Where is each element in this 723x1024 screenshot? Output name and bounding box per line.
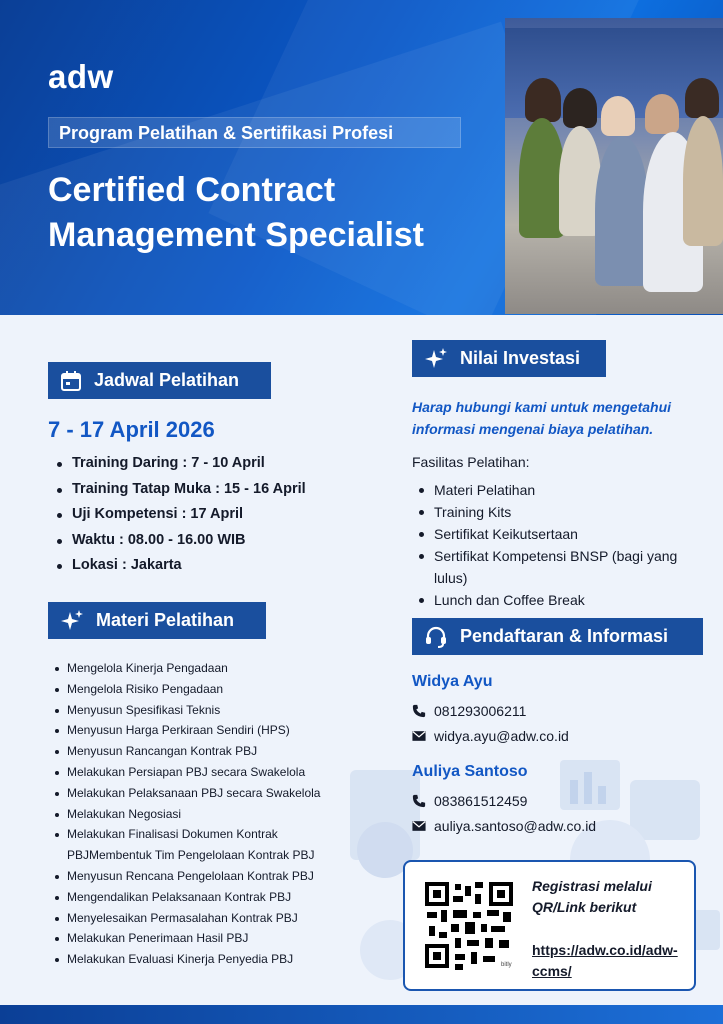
header-banner (0, 0, 723, 315)
phone-icon (412, 704, 426, 718)
pendaftaran-heading-badge (412, 618, 703, 655)
list-item: Lokasi : Jakarta (50, 553, 370, 579)
phone-number: 081293006211 (434, 703, 527, 719)
registration-card (403, 860, 696, 991)
mail-icon (412, 820, 426, 832)
registration-text: Registrasi melalui QR/Link berikut (532, 878, 652, 915)
list-item: Menyusun Rancangan Kontrak PBJ (52, 741, 352, 762)
list-item: Training Daring : 7 - 10 April (50, 451, 370, 477)
list-item: Sertifikat Kompetensi BNSP (bagi yang lulus) (412, 545, 682, 589)
list-item: Melakukan Pelaksanaan PBJ secara Swakelola (52, 783, 352, 804)
sparkle-icon (424, 347, 448, 371)
list-item: Training Kits (412, 501, 702, 523)
list-item: Melakukan Evaluasi Kinerja Penyedia PBJ (52, 949, 352, 970)
list-item: Sertifikat Keikutsertaan (412, 523, 702, 545)
footer-bar (0, 1005, 723, 1024)
list-item: Materi Pelatihan (412, 479, 702, 501)
contact-email[interactable] (412, 818, 596, 834)
page-title (48, 168, 498, 258)
qr-caption: bitly (501, 962, 512, 968)
contact-phone[interactable] (412, 793, 527, 809)
phone-icon (412, 794, 426, 808)
jadwal-list (50, 451, 370, 579)
list-item: Melakukan Penerimaan Hasil PBJ (52, 928, 352, 949)
qr-code[interactable] (425, 882, 513, 972)
list-item: Mengendalikan Pelaksanaan Kontrak PBJ (52, 887, 352, 908)
email-address: widya.ayu@adw.co.id (434, 728, 569, 744)
list-item: Waktu : 08.00 - 16.00 WIB (50, 528, 370, 554)
jadwal-heading-badge (48, 362, 271, 399)
title-line-1: Certified Contract (48, 171, 336, 209)
list-item: Melakukan Finalisasi Dokumen Kontrak PBJMembentuk Tim Pengelolaan Kontrak PBJ (52, 824, 337, 866)
fasilitas-label: Fasilitas Pelatihan: (412, 454, 530, 470)
list-item: Melakukan Negosiasi (52, 804, 352, 825)
list-item: Lunch dan Coffee Break (412, 589, 702, 611)
calendar-icon (60, 370, 82, 392)
list-item: Mengelola Kinerja Pengadaan (52, 658, 352, 679)
list-item: Menyusun Spesifikasi Teknis (52, 700, 352, 721)
brand-logo: adw (48, 58, 114, 95)
list-item: Menyelesaikan Permasalahan Kontrak PBJ (52, 908, 352, 929)
title-line-2: Management Specialist (48, 216, 425, 254)
materi-list (52, 658, 352, 970)
jadwal-heading: Jadwal Pelatihan (94, 370, 240, 390)
list-item: Melakukan Persiapan PBJ secara Swakelola (52, 762, 352, 783)
pendaftaran-heading: Pendaftaran & Informasi (460, 626, 669, 646)
training-date: 7 - 17 April 2026 (48, 417, 215, 442)
contact-phone[interactable] (412, 703, 526, 719)
sparkle-icon (60, 609, 84, 633)
list-item: Mengelola Risiko Pengadaan (52, 679, 352, 700)
list-item: Menyusun Rencana Pengelolaan Kontrak PBJ (52, 866, 352, 887)
contact-email[interactable] (412, 728, 569, 744)
phone-number: 083861512459 (434, 793, 528, 809)
headset-icon (424, 625, 448, 649)
list-item: Training Tatap Muka : 15 - 16 April (50, 477, 370, 503)
program-tag: Program Pelatihan & Sertifikasi Profesi (48, 117, 461, 148)
fasilitas-list (412, 479, 702, 611)
materi-heading: Materi Pelatihan (96, 610, 235, 630)
investasi-heading-badge (412, 340, 606, 377)
contact-name: Widya Ayu (412, 673, 493, 690)
group-photo (505, 18, 723, 314)
contact-name: Auliya Santoso (412, 763, 528, 780)
investasi-note: Harap hubungi kami untuk mengetahui informasi mengenai biaya pelatihan. (412, 399, 672, 437)
list-item: Uji Kompetensi : 17 April (50, 502, 370, 528)
mail-icon (412, 730, 426, 742)
email-address: auliya.santoso@adw.co.id (434, 818, 597, 834)
investasi-heading: Nilai Investasi (460, 348, 581, 368)
registration-link[interactable]: https://adw.co.id/adw-ccms/ (532, 942, 678, 979)
list-item: Menyusun Harga Perkiraan Sendiri (HPS) (52, 720, 352, 741)
materi-heading-badge (48, 602, 266, 639)
